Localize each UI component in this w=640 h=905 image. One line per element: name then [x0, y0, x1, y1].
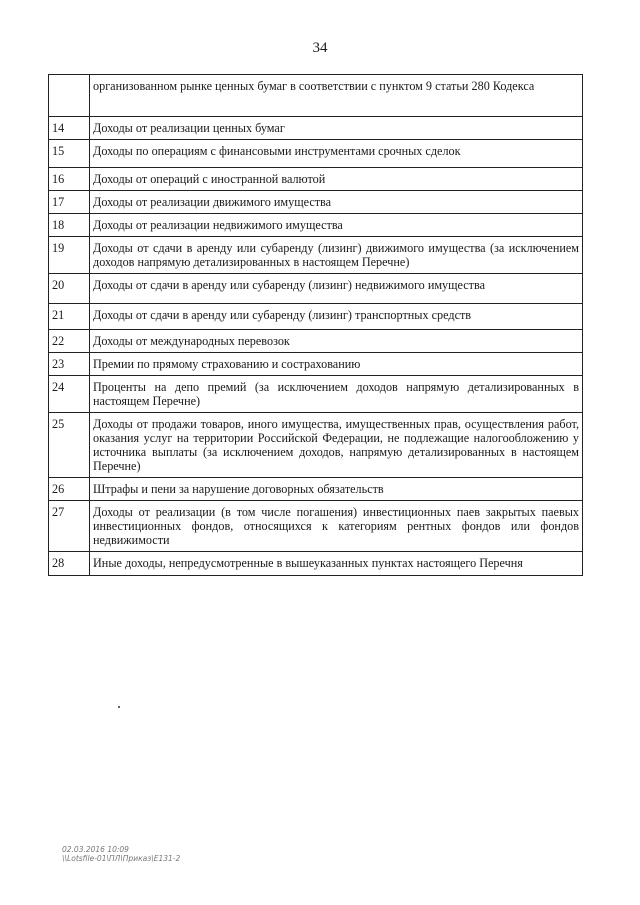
- table-row: [49, 330, 583, 353]
- row-text: Иные доходы, непредусмотренные в вышеуказанных пунктах настоящего Перечня: [90, 552, 583, 576]
- row-text: Доходы от международных перевозок: [90, 330, 583, 353]
- row-number: 22: [49, 330, 90, 353]
- row-text: Штрафы и пени за нарушение договорных обязательств: [90, 478, 583, 501]
- table-row: [49, 75, 583, 117]
- table-row: [49, 191, 583, 214]
- table-row: [49, 168, 583, 191]
- row-number: 17: [49, 191, 90, 214]
- table-row: [49, 140, 583, 168]
- table-row: [49, 376, 583, 413]
- table-body: [49, 75, 583, 576]
- row-number: 28: [49, 552, 90, 576]
- table-row: [49, 353, 583, 376]
- row-text: Доходы от реализации движимого имущества: [90, 191, 583, 214]
- row-number: 26: [49, 478, 90, 501]
- row-number: 18: [49, 214, 90, 237]
- row-number: 16: [49, 168, 90, 191]
- row-text: Доходы от операций с иностранной валютой: [90, 168, 583, 191]
- row-text: организованном рынке ценных бумаг в соответствии с пунктом 9 статьи 280 Кодекса: [90, 75, 583, 117]
- footer-path: \\Lotsfile-01\ПЛ\Приказ\Е131-2: [62, 854, 181, 863]
- row-number: 23: [49, 353, 90, 376]
- row-number: 19: [49, 237, 90, 274]
- table-row: [49, 237, 583, 274]
- row-number: 25: [49, 413, 90, 478]
- row-text: Доходы от реализации (в том числе погашения) инвестиционных паев закрытых паевых инвестиционных фондов, относящихся к категориям рентных фондов или фондов недвижимости: [90, 501, 583, 552]
- footer-stamp: [62, 845, 180, 863]
- row-number: 15: [49, 140, 90, 168]
- row-text: Доходы от сдачи в аренду или субаренду (лизинг) недвижимого имущества: [90, 274, 583, 304]
- row-text: Премии по прямому страхованию и сострахованию: [90, 353, 583, 376]
- row-number: 14: [49, 117, 90, 140]
- table-row: [49, 274, 583, 304]
- row-text: Доходы от сдачи в аренду или субаренду (лизинг) транспортных средств: [90, 304, 583, 330]
- footer-date: 02.03.2016 10:09: [62, 845, 129, 854]
- row-number: 24: [49, 376, 90, 413]
- row-number: 27: [49, 501, 90, 552]
- table-row: [49, 304, 583, 330]
- row-number: 21: [49, 304, 90, 330]
- income-list-table: [48, 74, 583, 576]
- row-text: Доходы от реализации недвижимого имущества: [90, 214, 583, 237]
- row-text: Доходы от сдачи в аренду или субаренду (лизинг) движимого имущества (за исключением доходов напрямую детализированных в настоящем Перечне): [90, 237, 583, 274]
- table-row: [49, 501, 583, 552]
- row-number: [49, 75, 90, 117]
- row-text: Доходы от продажи товаров, иного имущества, имущественных прав, осуществления работ, оказания услуг на территории Российской Федерации, не подлежащие налогообложению у источника выплаты (за исключением доходов, напрямую детализированных в настоящем Перечне): [90, 413, 583, 478]
- table-row: [49, 478, 583, 501]
- table-row: [49, 413, 583, 478]
- row-text: Доходы по операциям с финансовыми инструментами срочных сделок: [90, 140, 583, 168]
- table-row: [49, 552, 583, 576]
- page-number: 34: [312, 40, 328, 56]
- row-number: 20: [49, 274, 90, 304]
- row-text: Доходы от реализации ценных бумаг: [90, 117, 583, 140]
- row-text: Проценты на депо премий (за исключением доходов напрямую детализированных в настоящем Перечне): [90, 376, 583, 413]
- table-row: [49, 214, 583, 237]
- table-row: [49, 117, 583, 140]
- stray-mark: [118, 706, 120, 708]
